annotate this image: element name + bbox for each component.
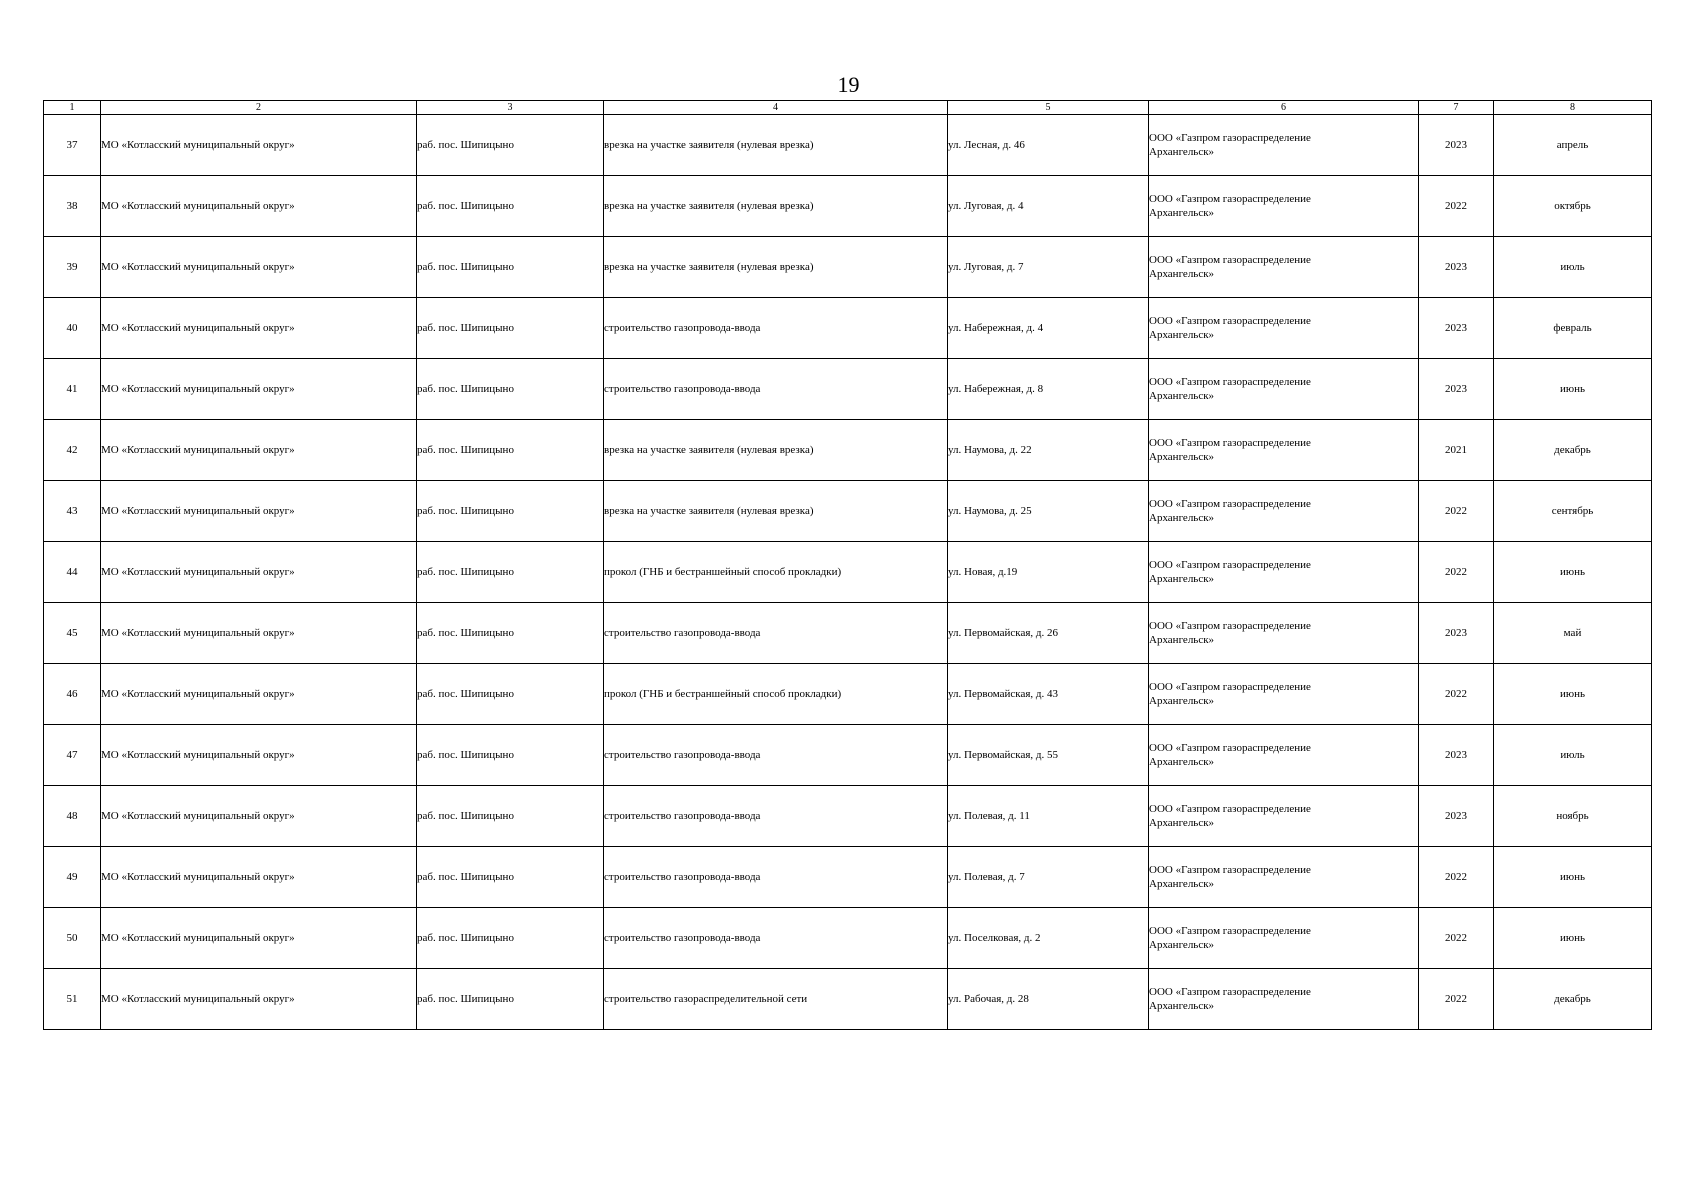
organization-line-2: Архангельск» bbox=[1149, 451, 1215, 463]
month-cell: апрель bbox=[1494, 115, 1652, 176]
year-cell: 2023 bbox=[1419, 603, 1494, 664]
settlement-cell: раб. пос. Шипицыно bbox=[417, 603, 604, 664]
table-row bbox=[44, 603, 1652, 664]
address-cell: ул. Первомайская, д. 55 bbox=[948, 725, 1149, 786]
address-cell: ул. Лесная, д. 46 bbox=[948, 115, 1149, 176]
month-cell: июнь bbox=[1494, 664, 1652, 725]
work-type-cell: строительство газопровода-ввода bbox=[604, 847, 948, 908]
table-row bbox=[44, 359, 1652, 420]
municipality-cell: МО «Котласский муниципальный округ» bbox=[101, 725, 417, 786]
month-cell: сентябрь bbox=[1494, 481, 1652, 542]
year-cell: 2022 bbox=[1419, 664, 1494, 725]
month-cell: июнь bbox=[1494, 908, 1652, 969]
table-row bbox=[44, 115, 1652, 176]
organization-line-2: Архангельск» bbox=[1149, 268, 1215, 280]
table-row bbox=[44, 969, 1652, 1030]
year-cell: 2023 bbox=[1419, 237, 1494, 298]
municipality-cell: МО «Котласский муниципальный округ» bbox=[101, 298, 417, 359]
month-cell: июль bbox=[1494, 237, 1652, 298]
month-cell: октябрь bbox=[1494, 176, 1652, 237]
organization-line-1: ООО «Газпром газораспределение bbox=[1149, 620, 1311, 632]
page-number: 19 bbox=[837, 72, 860, 97]
organization-line-2: Архангельск» bbox=[1149, 390, 1215, 402]
organization-cell bbox=[1149, 969, 1419, 1030]
year-cell: 2023 bbox=[1419, 115, 1494, 176]
work-type-cell: врезка на участке заявителя (нулевая врезка) bbox=[604, 115, 948, 176]
column-number: 8 bbox=[1494, 101, 1652, 115]
settlement-cell: раб. пос. Шипицыно bbox=[417, 237, 604, 298]
work-type-cell: строительство газораспределительной сети bbox=[604, 969, 948, 1030]
organization-line-2: Архангельск» bbox=[1149, 1000, 1215, 1012]
row-number-cell: 37 bbox=[44, 115, 101, 176]
month-cell: февраль bbox=[1494, 298, 1652, 359]
year-cell: 2022 bbox=[1419, 969, 1494, 1030]
year-cell: 2022 bbox=[1419, 481, 1494, 542]
row-number-cell: 42 bbox=[44, 420, 101, 481]
organization-cell bbox=[1149, 664, 1419, 725]
address-cell: ул. Набережная, д. 4 bbox=[948, 298, 1149, 359]
organization-line-1: ООО «Газпром газораспределение bbox=[1149, 498, 1311, 510]
year-cell: 2022 bbox=[1419, 176, 1494, 237]
row-number-cell: 38 bbox=[44, 176, 101, 237]
row-number-cell: 50 bbox=[44, 908, 101, 969]
row-number-cell: 43 bbox=[44, 481, 101, 542]
municipality-cell: МО «Котласский муниципальный округ» bbox=[101, 542, 417, 603]
organization-line-2: Архангельск» bbox=[1149, 329, 1215, 341]
address-cell: ул. Наумова, д. 25 bbox=[948, 481, 1149, 542]
organization-cell bbox=[1149, 847, 1419, 908]
address-cell: ул. Новая, д.19 bbox=[948, 542, 1149, 603]
municipality-cell: МО «Котласский муниципальный округ» bbox=[101, 969, 417, 1030]
organization-line-1: ООО «Газпром газораспределение bbox=[1149, 437, 1311, 449]
municipality-cell: МО «Котласский муниципальный округ» bbox=[101, 481, 417, 542]
organization-cell bbox=[1149, 420, 1419, 481]
work-type-cell: врезка на участке заявителя (нулевая врезка) bbox=[604, 420, 948, 481]
year-cell: 2022 bbox=[1419, 847, 1494, 908]
organization-line-2: Архангельск» bbox=[1149, 634, 1215, 646]
month-cell: июнь bbox=[1494, 847, 1652, 908]
organization-line-1: ООО «Газпром газораспределение bbox=[1149, 254, 1311, 266]
settlement-cell: раб. пос. Шипицыно bbox=[417, 420, 604, 481]
organization-cell bbox=[1149, 359, 1419, 420]
row-number-cell: 48 bbox=[44, 786, 101, 847]
settlement-cell: раб. пос. Шипицыно bbox=[417, 664, 604, 725]
table-row bbox=[44, 908, 1652, 969]
column-number: 5 bbox=[948, 101, 1149, 115]
organization-cell bbox=[1149, 481, 1419, 542]
month-cell: июнь bbox=[1494, 542, 1652, 603]
settlement-cell: раб. пос. Шипицыно bbox=[417, 908, 604, 969]
municipality-cell: МО «Котласский муниципальный округ» bbox=[101, 603, 417, 664]
work-type-cell: строительство газопровода-ввода bbox=[604, 725, 948, 786]
column-number: 3 bbox=[417, 101, 604, 115]
organization-line-1: ООО «Газпром газораспределение bbox=[1149, 986, 1311, 998]
organization-cell bbox=[1149, 237, 1419, 298]
work-type-cell: строительство газопровода-ввода bbox=[604, 908, 948, 969]
municipality-cell: МО «Котласский муниципальный округ» bbox=[101, 908, 417, 969]
settlement-cell: раб. пос. Шипицыно bbox=[417, 786, 604, 847]
year-cell: 2023 bbox=[1419, 298, 1494, 359]
row-number-cell: 45 bbox=[44, 603, 101, 664]
year-cell: 2022 bbox=[1419, 908, 1494, 969]
column-number: 1 bbox=[44, 101, 101, 115]
address-cell: ул. Рабочая, д. 28 bbox=[948, 969, 1149, 1030]
organization-line-1: ООО «Газпром газораспределение bbox=[1149, 376, 1311, 388]
address-cell: ул. Первомайская, д. 26 bbox=[948, 603, 1149, 664]
settlement-cell: раб. пос. Шипицыно bbox=[417, 542, 604, 603]
table-row bbox=[44, 176, 1652, 237]
month-cell: ноябрь bbox=[1494, 786, 1652, 847]
work-type-cell: врезка на участке заявителя (нулевая врезка) bbox=[604, 176, 948, 237]
municipality-cell: МО «Котласский муниципальный округ» bbox=[101, 420, 417, 481]
year-cell: 2021 bbox=[1419, 420, 1494, 481]
table-row bbox=[44, 298, 1652, 359]
organization-line-2: Архангельск» bbox=[1149, 878, 1215, 890]
municipality-cell: МО «Котласский муниципальный округ» bbox=[101, 664, 417, 725]
address-cell: ул. Полевая, д. 11 bbox=[948, 786, 1149, 847]
row-number-cell: 51 bbox=[44, 969, 101, 1030]
work-type-cell: строительство газопровода-ввода bbox=[604, 298, 948, 359]
month-cell: декабрь bbox=[1494, 420, 1652, 481]
settlement-cell: раб. пос. Шипицыно bbox=[417, 298, 604, 359]
address-cell: ул. Поселковая, д. 2 bbox=[948, 908, 1149, 969]
organization-line-2: Архангельск» bbox=[1149, 756, 1215, 768]
table-row bbox=[44, 725, 1652, 786]
column-number-row bbox=[44, 101, 1652, 115]
municipality-cell: МО «Котласский муниципальный округ» bbox=[101, 359, 417, 420]
organization-line-1: ООО «Газпром газораспределение bbox=[1149, 925, 1311, 937]
year-cell: 2023 bbox=[1419, 725, 1494, 786]
organization-cell bbox=[1149, 786, 1419, 847]
year-cell: 2023 bbox=[1419, 786, 1494, 847]
organization-line-1: ООО «Газпром газораспределение bbox=[1149, 132, 1311, 144]
table-row bbox=[44, 481, 1652, 542]
organization-line-2: Архангельск» bbox=[1149, 695, 1215, 707]
organization-line-2: Архангельск» bbox=[1149, 512, 1215, 524]
table-row bbox=[44, 847, 1652, 908]
row-number-cell: 40 bbox=[44, 298, 101, 359]
column-number: 7 bbox=[1419, 101, 1494, 115]
address-cell: ул. Полевая, д. 7 bbox=[948, 847, 1149, 908]
month-cell: июнь bbox=[1494, 359, 1652, 420]
municipality-cell: МО «Котласский муниципальный округ» bbox=[101, 176, 417, 237]
table-row bbox=[44, 664, 1652, 725]
table-body bbox=[44, 115, 1652, 1030]
settlement-cell: раб. пос. Шипицыно bbox=[417, 969, 604, 1030]
row-number-cell: 41 bbox=[44, 359, 101, 420]
work-type-cell: врезка на участке заявителя (нулевая врезка) bbox=[604, 481, 948, 542]
organization-line-2: Архангельск» bbox=[1149, 573, 1215, 585]
municipality-cell: МО «Котласский муниципальный округ» bbox=[101, 786, 417, 847]
work-type-cell: строительство газопровода-ввода bbox=[604, 359, 948, 420]
month-cell: декабрь bbox=[1494, 969, 1652, 1030]
municipality-cell: МО «Котласский муниципальный округ» bbox=[101, 115, 417, 176]
address-cell: ул. Наумова, д. 22 bbox=[948, 420, 1149, 481]
work-type-cell: строительство газопровода-ввода bbox=[604, 603, 948, 664]
organization-cell bbox=[1149, 603, 1419, 664]
work-type-cell: врезка на участке заявителя (нулевая врезка) bbox=[604, 237, 948, 298]
organization-cell bbox=[1149, 725, 1419, 786]
table-row bbox=[44, 420, 1652, 481]
year-cell: 2023 bbox=[1419, 359, 1494, 420]
organization-line-1: ООО «Газпром газораспределение bbox=[1149, 315, 1311, 327]
year-cell: 2022 bbox=[1419, 542, 1494, 603]
settlement-cell: раб. пос. Шипицыно bbox=[417, 847, 604, 908]
address-cell: ул. Луговая, д. 7 bbox=[948, 237, 1149, 298]
organization-line-1: ООО «Газпром газораспределение bbox=[1149, 742, 1311, 754]
organization-line-1: ООО «Газпром газораспределение bbox=[1149, 193, 1311, 205]
organization-cell bbox=[1149, 115, 1419, 176]
organization-line-2: Архангельск» bbox=[1149, 207, 1215, 219]
address-cell: ул. Первомайская, д. 43 bbox=[948, 664, 1149, 725]
column-number: 2 bbox=[101, 101, 417, 115]
work-type-cell: прокол (ГНБ и бестраншейный способ прокладки) bbox=[604, 542, 948, 603]
organization-cell bbox=[1149, 176, 1419, 237]
organization-cell bbox=[1149, 298, 1419, 359]
organization-line-1: ООО «Газпром газораспределение bbox=[1149, 681, 1311, 693]
organization-line-2: Архангельск» bbox=[1149, 939, 1215, 951]
municipality-cell: МО «Котласский муниципальный округ» bbox=[101, 847, 417, 908]
column-number: 4 bbox=[604, 101, 948, 115]
table-row bbox=[44, 786, 1652, 847]
organization-line-1: ООО «Газпром газораспределение bbox=[1149, 559, 1311, 571]
organization-cell bbox=[1149, 542, 1419, 603]
work-type-cell: строительство газопровода-ввода bbox=[604, 786, 948, 847]
gasification-schedule-table bbox=[43, 100, 1652, 1030]
work-type-cell: прокол (ГНБ и бестраншейный способ прокладки) bbox=[604, 664, 948, 725]
table-row bbox=[44, 542, 1652, 603]
table-row bbox=[44, 237, 1652, 298]
organization-line-1: ООО «Газпром газораспределение bbox=[1149, 803, 1311, 815]
address-cell: ул. Луговая, д. 4 bbox=[948, 176, 1149, 237]
row-number-cell: 44 bbox=[44, 542, 101, 603]
row-number-cell: 39 bbox=[44, 237, 101, 298]
settlement-cell: раб. пос. Шипицыно bbox=[417, 176, 604, 237]
month-cell: май bbox=[1494, 603, 1652, 664]
settlement-cell: раб. пос. Шипицыно bbox=[417, 115, 604, 176]
month-cell: июль bbox=[1494, 725, 1652, 786]
row-number-cell: 46 bbox=[44, 664, 101, 725]
organization-line-1: ООО «Газпром газораспределение bbox=[1149, 864, 1311, 876]
column-number: 6 bbox=[1149, 101, 1419, 115]
row-number-cell: 49 bbox=[44, 847, 101, 908]
organization-line-2: Архангельск» bbox=[1149, 146, 1215, 158]
settlement-cell: раб. пос. Шипицыно bbox=[417, 725, 604, 786]
municipality-cell: МО «Котласский муниципальный округ» bbox=[101, 237, 417, 298]
organization-cell bbox=[1149, 908, 1419, 969]
address-cell: ул. Набережная, д. 8 bbox=[948, 359, 1149, 420]
row-number-cell: 47 bbox=[44, 725, 101, 786]
settlement-cell: раб. пос. Шипицыно bbox=[417, 359, 604, 420]
organization-line-2: Архангельск» bbox=[1149, 817, 1215, 829]
settlement-cell: раб. пос. Шипицыно bbox=[417, 481, 604, 542]
